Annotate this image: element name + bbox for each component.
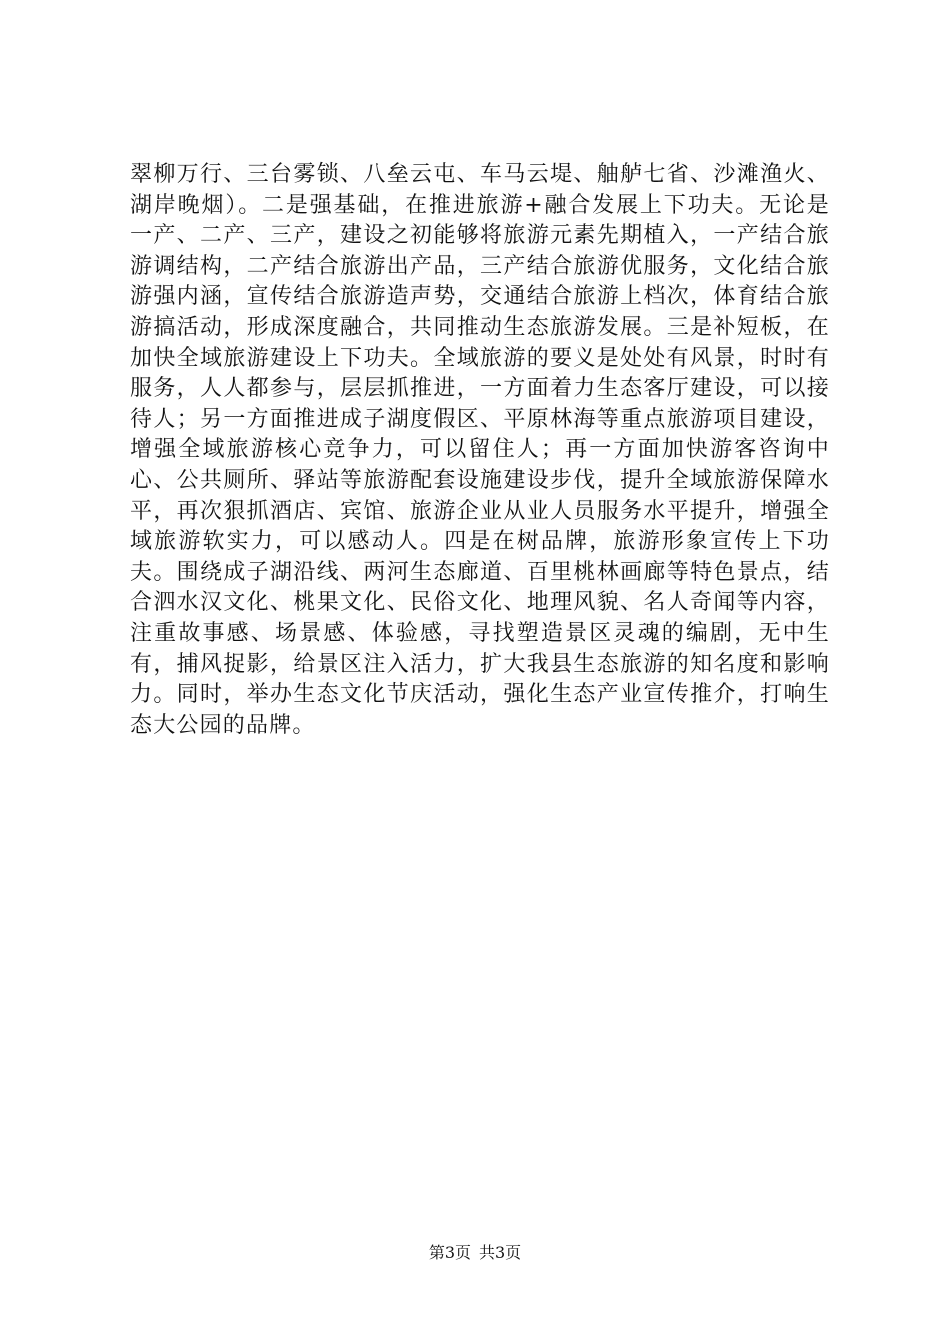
- page-footer: [0, 1243, 950, 1263]
- page-number-total: 共3页: [479, 1243, 522, 1262]
- page-number-current: 第3页: [428, 1243, 471, 1262]
- body-paragraph: 翠柳万行、三台雾锁、八垒云屯、车马云堤、舳舻七省、沙滩渔火、湖岸晚烟）。二是强基础，在推进旅游+融合发展上下功夫。无论是一产、二产、三产，建设之初能够将旅游元素先期植入，一产结合旅游调结构，二产结合旅游出产品，三产结合旅游优服务，文化结合旅游强内涵，宣传结合旅游造声势，交通结合旅游上档次，体育结合旅游搞活动，形成深度融合，共同推动生态旅游发展。三是补短板，在加快全域旅游建设上下功夫。全域旅游的要义是处处有风景，时时有服务，人人都参与，层层抓推进，一方面着力生态客厅建设，可以接待人；另一方面推进成子湖度假区、平原林海等重点旅游项目建设，增强全域旅游核心竞争力，可以留住人；再一方面加快游客咨询中心、公共厕所、驿站等旅游配套设施建设步伐，提升全域旅游保障水平，再次狠抓酒店、宾馆、旅游企业从业人员服务水平提升，增强全域旅游软实力，可以感动人。四是在树品牌，旅游形象宣传上下功夫。围绕成子湖沿线、两河生态廊道、百里桃林画廊等特色景点，结合泗水汉文化、桃果文化、民俗文化、地理风貌、名人奇闻等内容，注重故事感、场景感、体验感，寻找塑造景区灵魂的编剧，无中生有，捕风捉影，给景区注入活力，扩大我县生态旅游的知名度和影响力。同时，举办生态文化节庆活动，强化生态产业宣传推介，打响生态大公园的品牌。: [130, 162, 830, 738]
